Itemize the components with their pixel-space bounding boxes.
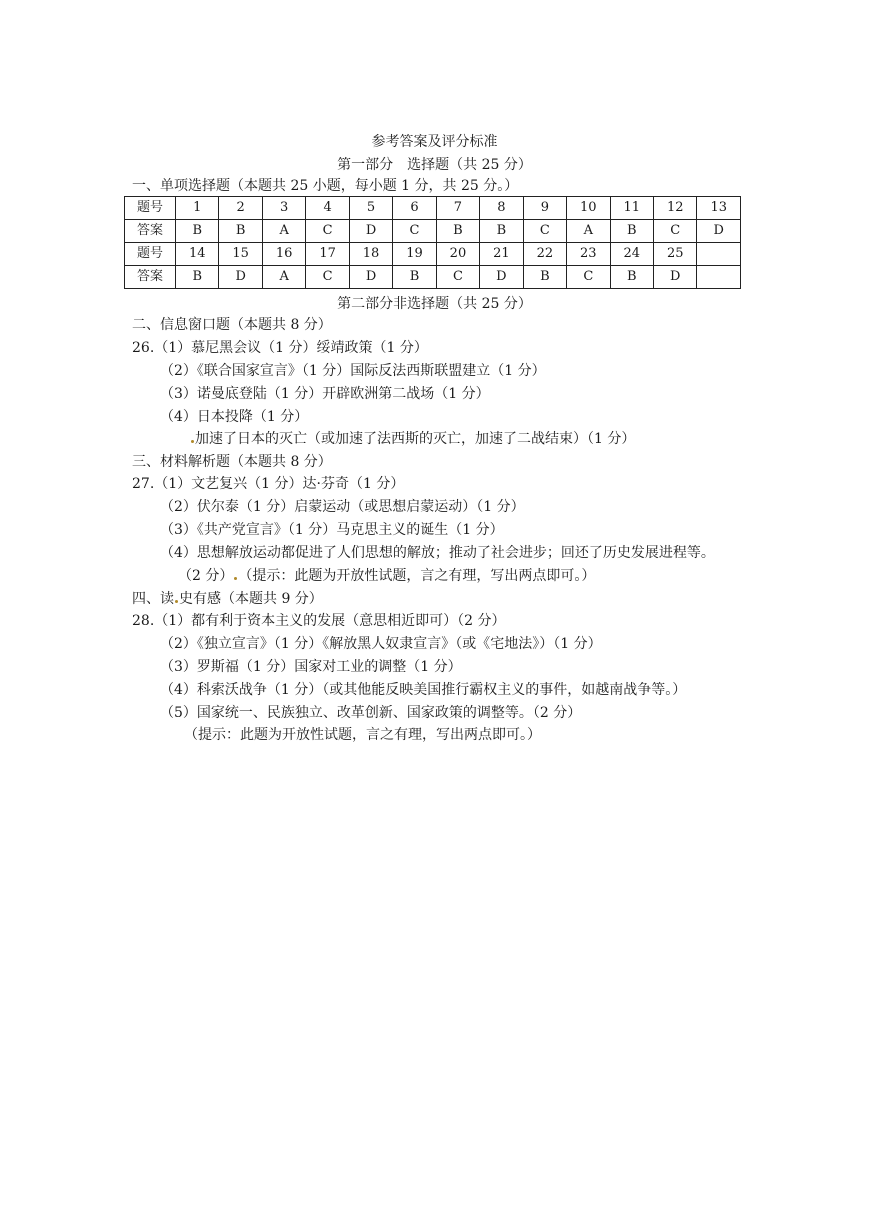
table-cell: B xyxy=(480,220,523,243)
table-cell: 23 xyxy=(567,243,610,266)
q26-line-2: （2）《联合国家宣言》（1 分）国际反法西斯联盟建立（1 分） xyxy=(160,363,546,379)
table-cell: D xyxy=(349,266,392,289)
table-cell xyxy=(697,266,741,289)
row-label: 答案 xyxy=(125,266,176,289)
q27-line-2: （2）伏尔泰（1 分）启蒙运动（或思想启蒙运动）（1 分） xyxy=(160,499,525,515)
section2-heading: 二、信息窗口题（本题共 8 分） xyxy=(132,317,332,333)
table-cell: C xyxy=(523,220,566,243)
table-row xyxy=(125,243,741,266)
table-cell: B xyxy=(523,266,566,289)
table-cell: 16 xyxy=(262,243,305,266)
table-cell: 24 xyxy=(610,243,653,266)
table-cell: 18 xyxy=(349,243,392,266)
part2-title: 第二部分非选择题（共 25 分） xyxy=(337,296,532,312)
table-cell: 9 xyxy=(523,197,566,220)
section4-heading-part-a: 四、读 xyxy=(132,591,174,607)
q26-line-5: 加速了日本的灭亡（或加速了法西斯的灭亡，加速了二战结束）（1 分） xyxy=(195,431,636,447)
row-label: 题号 xyxy=(125,197,176,220)
dot-mark xyxy=(234,577,237,580)
q28-line-6: （提示：此题为开放性试题，言之有理，写出两点即可。） xyxy=(184,727,541,743)
table-cell: 12 xyxy=(653,197,696,220)
table-cell: 22 xyxy=(523,243,566,266)
table-cell: B xyxy=(176,266,219,289)
q27-line-4: （4）思想解放运动都促进了人们思想的解放；推动了社会进步；回还了历史发展进程等。 xyxy=(160,545,715,561)
table-cell: 4 xyxy=(306,197,349,220)
table-cell: C xyxy=(393,220,436,243)
table-cell: 19 xyxy=(393,243,436,266)
table-cell: 10 xyxy=(567,197,610,220)
table-cell: C xyxy=(306,266,349,289)
table-row xyxy=(125,266,741,289)
table-cell: 8 xyxy=(480,197,523,220)
table-cell: B xyxy=(436,220,479,243)
table-cell: 21 xyxy=(480,243,523,266)
q27-line-3: （3）《共产党宣言》（1 分）马克思主义的诞生（1 分） xyxy=(160,522,504,538)
q27-line-5-hint: （提示：此题为开放性试题，言之有理，写出两点即可。） xyxy=(238,568,596,584)
table-cell: 17 xyxy=(306,243,349,266)
table-cell: B xyxy=(610,220,653,243)
answer-table xyxy=(124,196,741,289)
q26-line-4: （4）日本投降（1 分） xyxy=(160,409,309,425)
table-cell: C xyxy=(306,220,349,243)
table-cell: D xyxy=(219,266,262,289)
q26-line-1: 26.（1）慕尼黑会议（1 分）绥靖政策（1 分） xyxy=(132,340,428,356)
dot-mark xyxy=(175,600,178,603)
q27-line-5-score: （2 分） xyxy=(178,568,234,584)
section1-heading: 一、单项选择题（本题共 25 小题，每小题 1 分，共 25 分。） xyxy=(132,178,519,194)
table-cell: 7 xyxy=(436,197,479,220)
q26-line-5-row xyxy=(190,429,635,449)
table-cell: B xyxy=(176,220,219,243)
table-cell: 25 xyxy=(653,243,696,266)
table-row xyxy=(125,197,741,220)
table-cell: D xyxy=(480,266,523,289)
q28-line-3: （3）罗斯福（1 分）国家对工业的调整（1 分） xyxy=(160,659,462,675)
table-cell: 5 xyxy=(349,197,392,220)
q26-line-3: （3）诺曼底登陆（1 分）开辟欧洲第二战场（1 分） xyxy=(160,386,490,402)
dot-mark xyxy=(191,440,194,443)
table-cell: B xyxy=(610,266,653,289)
table-cell: 3 xyxy=(262,197,305,220)
table-row xyxy=(125,220,741,243)
table-cell: 2 xyxy=(219,197,262,220)
table-cell: 1 xyxy=(176,197,219,220)
table-cell: 20 xyxy=(436,243,479,266)
row-label: 答案 xyxy=(125,220,176,243)
table-cell: A xyxy=(262,266,305,289)
row-label: 题号 xyxy=(125,243,176,266)
section4-heading xyxy=(132,589,323,609)
table-cell: 14 xyxy=(176,243,219,266)
table-cell: 13 xyxy=(697,197,741,220)
section3-heading: 三、材料解析题（本题共 8 分） xyxy=(132,454,332,470)
table-cell: A xyxy=(567,220,610,243)
table-cell: C xyxy=(653,220,696,243)
section4-heading-part-b: 史有感（本题共 9 分） xyxy=(179,591,323,607)
table-cell: C xyxy=(436,266,479,289)
part1-title: 第一部分 选择题（共 25 分） xyxy=(337,157,532,173)
q27-line-1: 27.（1）文艺复兴（1 分）达·芬奇（1 分） xyxy=(132,476,405,492)
table-cell: C xyxy=(567,266,610,289)
table-cell: D xyxy=(349,220,392,243)
table-cell: 11 xyxy=(610,197,653,220)
q28-line-4: （4）科索沃战争（1 分）（或其他能反映美国推行霸权主义的事件，如越南战争等。） xyxy=(160,682,687,698)
table-cell: D xyxy=(653,266,696,289)
q28-line-2: （2）《独立宣言》（1 分）《解放黑人奴隶宣言》（或《宅地法》）（1 分） xyxy=(160,636,602,652)
q27-line-5-row xyxy=(178,566,595,586)
table-cell: B xyxy=(219,220,262,243)
table-cell: 6 xyxy=(393,197,436,220)
table-cell: D xyxy=(697,220,741,243)
q28-line-5: （5）国家统一、民族独立、改革创新、国家政策的调整等。（2 分） xyxy=(160,705,582,721)
q28-line-1: 28.（1）都有利于资本主义的发展（意思相近即可）（2 分） xyxy=(132,613,506,629)
document-title: 参考答案及评分标准 xyxy=(371,134,498,150)
table-cell: B xyxy=(393,266,436,289)
table-cell: 15 xyxy=(219,243,262,266)
table-cell xyxy=(697,243,741,266)
table-cell: A xyxy=(262,220,305,243)
